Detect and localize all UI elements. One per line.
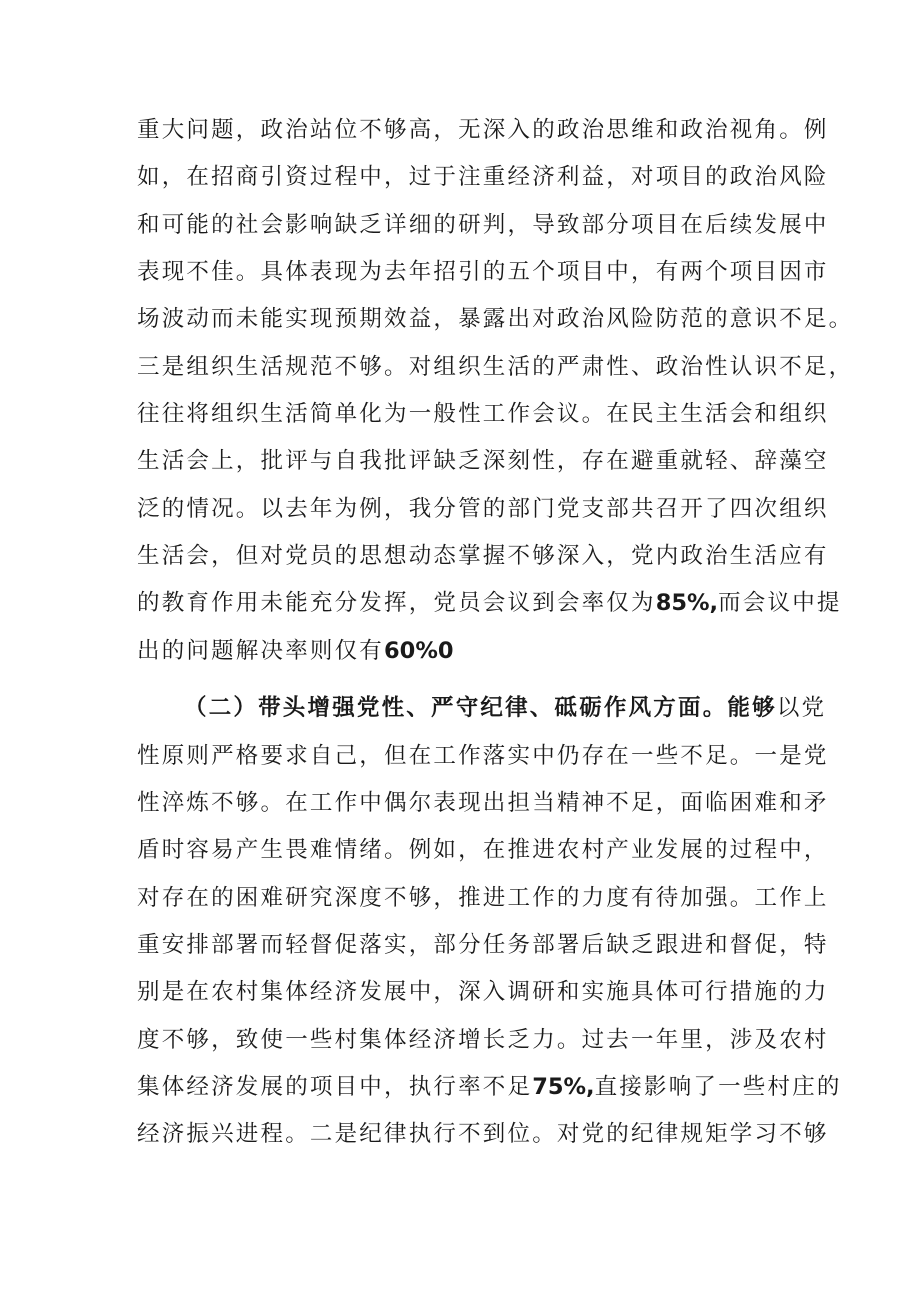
text-segment: 直接影响了一些村庄的: [594, 1074, 842, 1100]
text-line: [137, 583, 842, 623]
section-heading-line: [184, 688, 827, 728]
text-line: 生活会，但对党员的思想动态掌握不够深入，党内政治生活应有: [137, 543, 829, 569]
text-line: 往往将组织生活简单化为一般性工作会议。在民主生活会和组织: [137, 401, 829, 427]
text-line: 重安排部署而轻督促落实，部分任务部署后缺乏跟进和督促，特: [137, 932, 829, 958]
percentage-value: 60%0: [384, 638, 454, 664]
text-line: [137, 631, 797, 671]
text-line: 如，在招商引资过程中，过于注重经济利益，对项目的政治风险: [137, 164, 829, 190]
text-line: 盾时容易产生畏难情绪。例如，在推进农村产业发展的过程中，: [137, 837, 829, 863]
text-line: 对存在的困难研究深度不够，推进工作的力度有待加强。工作上: [137, 885, 829, 911]
text-segment: 集体经济发展的项目中，执行率不足: [137, 1074, 533, 1100]
text-line: 场波动而未能实现预期效益，暴露出对政治风险防范的意识不足。: [137, 306, 854, 332]
text-line: 表现不佳。具体表现为去年招引的五个项目中，有两个项目因市: [137, 259, 829, 285]
text-line: 三是组织生活规范不够。对组织生活的严肃性、政治性认识不足，: [137, 354, 854, 380]
percentage-value: 75%,: [532, 1074, 595, 1100]
text-line: 经济振兴进程。二是纪律执行不到位。对党的纪律规矩学习不够: [137, 1121, 829, 1147]
section-heading: （二）带头增强党性、严守纪律、砥砺作风方面。: [184, 695, 728, 721]
text-line: 泛的情况。以去年为例，我分管的部门党支部共召开了四次组织: [137, 496, 829, 522]
text-segment: 而会议中提: [718, 590, 842, 616]
text-line: 生活会上，批评与自我批评缺乏深刻性，存在避重就轻、辞藻空: [137, 448, 829, 474]
text-line: 性淬炼不够。在工作中偶尔表现出担当精神不足，面临困难和矛: [137, 790, 829, 816]
text-line: 重大问题，政治站位不够高，无深入的政治思维和政治视角。例: [137, 117, 829, 143]
text-line: 性原则严格要求自己，但在工作落实中仍存在一些不足。一是党: [137, 743, 829, 769]
percentage-value: 85%,: [655, 590, 719, 616]
text-segment: 的教育作用未能充分发挥，党员会议到会率仅为: [137, 590, 656, 616]
text-line: 和可能的社会影响缺乏详细的研判，导致部分项目在后续发展中: [137, 212, 829, 238]
text-segment: 出的问题解决率则仅有: [137, 638, 385, 664]
text-line: 别是在农村集体经济发展中，深入调研和实施具体可行措施的力: [137, 979, 829, 1005]
text-segment: 以党: [776, 695, 827, 721]
text-line: 度不够，致使一些村集体经济增长乏力。过去一年里，涉及农村: [137, 1027, 829, 1053]
section-heading-tail: 能够: [727, 695, 777, 721]
text-line: [137, 1067, 842, 1107]
